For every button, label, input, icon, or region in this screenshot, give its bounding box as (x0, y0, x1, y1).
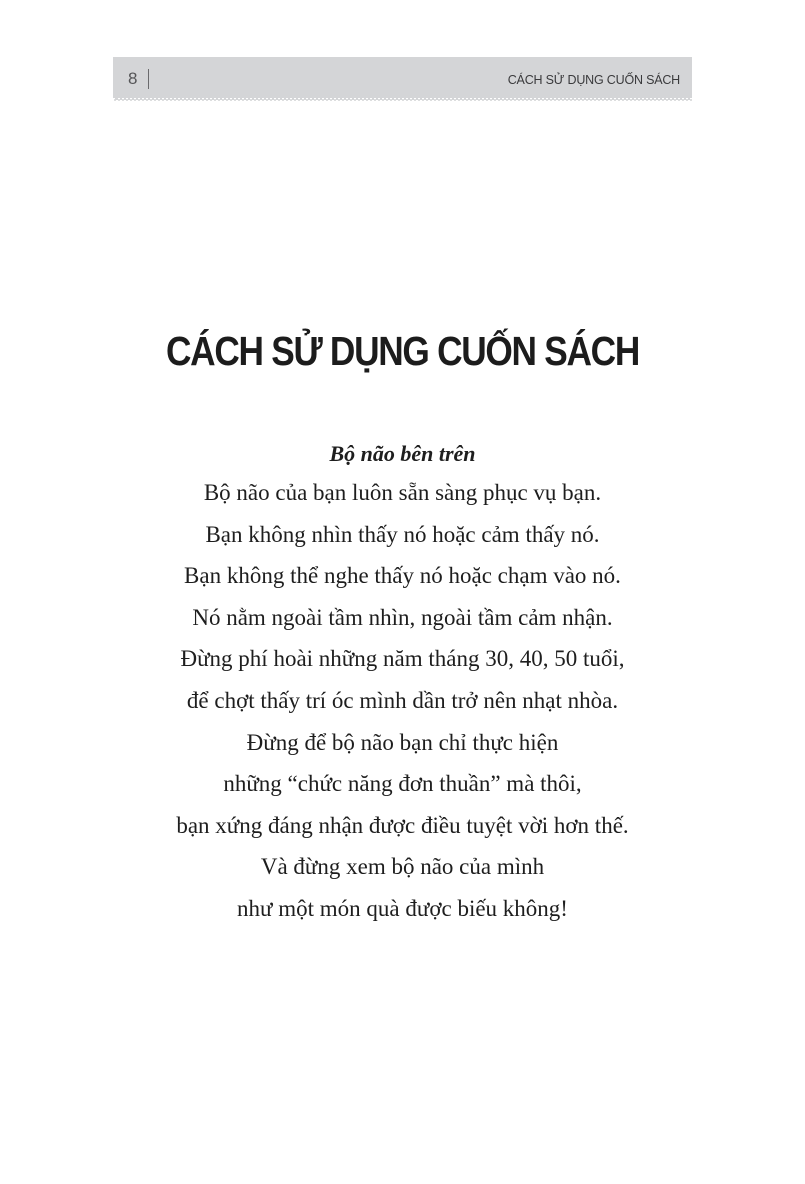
poem (0, 436, 805, 930)
chapter-title: CÁCH SỬ DỤNG CUỐN SÁCH (166, 328, 639, 375)
poem-title: Bộ não bên trên (329, 441, 476, 466)
poem-line: để chợt thấy trí óc mình dần trở nên nhạt nhòa. (186, 687, 619, 713)
poem-line: những “chức năng đơn thuần” mà thôi, (223, 771, 582, 797)
header-divider (148, 69, 149, 89)
running-title: CÁCH SỬ DỤNG CUỐN SÁCH (507, 73, 680, 87)
poem-line: Bạn không nhìn thấy nó hoặc cảm thấy nó. (205, 521, 600, 547)
poem-line: Nó nằm ngoài tầm nhìn, ngoài tầm cảm nhận. (192, 604, 613, 630)
poem-line: Bạn không thể nghe thấy nó hoặc chạm vào nó. (184, 563, 621, 589)
poem-line: Và đừng xem bộ não của mình (260, 854, 545, 880)
poem-line: Đừng phí hoài những năm tháng 30, 40, 50 tuổi, (180, 646, 625, 672)
running-header (113, 57, 692, 100)
poem-line: Đừng để bộ não bạn chỉ thực hiện (246, 729, 559, 755)
poem-line: bạn xứng đáng nhận được điều tuyệt vời hơn thế. (176, 812, 629, 838)
page-number: 8 (128, 69, 138, 88)
poem-line: như một món quà được biếu không! (237, 895, 568, 921)
poem-line: Bộ não của bạn luôn sẵn sàng phục vụ bạn. (203, 480, 602, 505)
